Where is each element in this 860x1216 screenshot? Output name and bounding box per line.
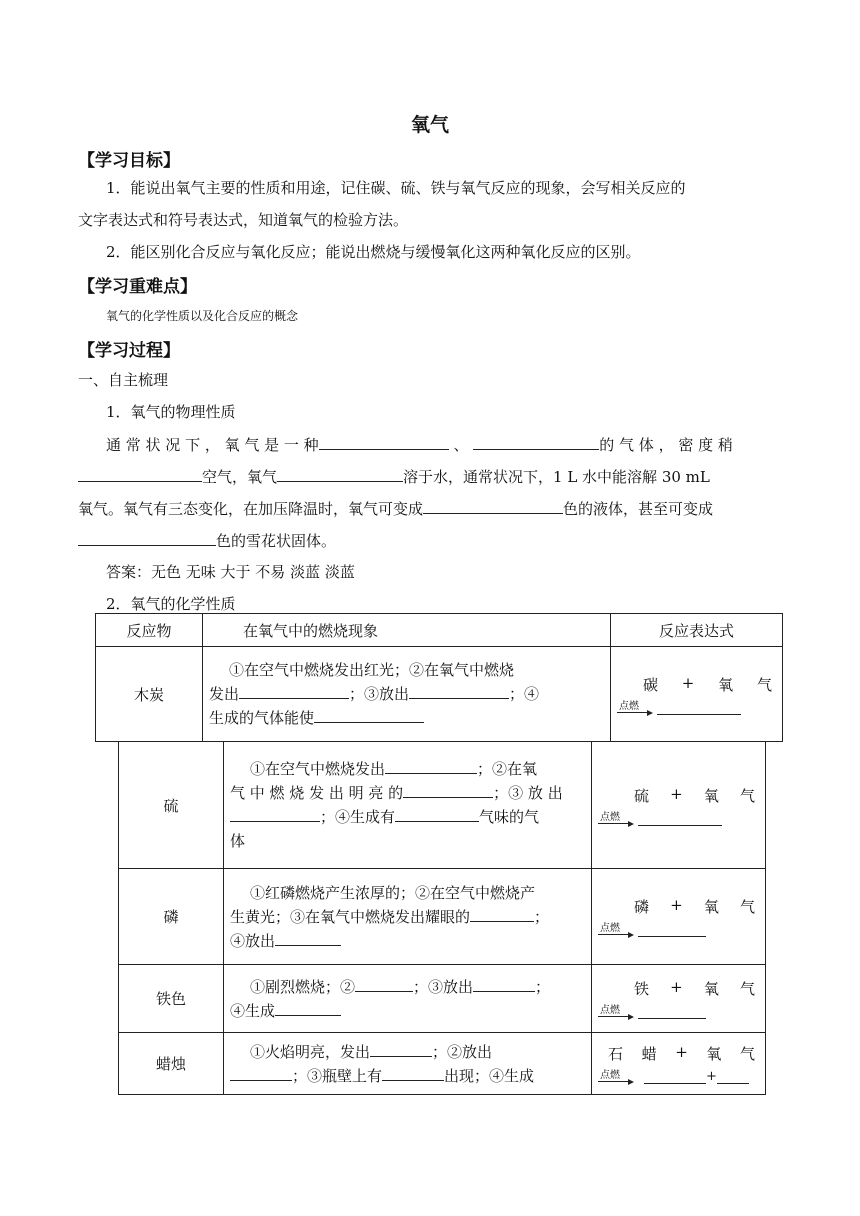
blank[interactable] bbox=[314, 707, 424, 723]
phen-text: ；③瓶壁上有 bbox=[292, 1066, 383, 1085]
table-row-iron bbox=[119, 965, 766, 1033]
phen-text: ； bbox=[535, 977, 551, 996]
phen-text: ①火焰明亮，发出 bbox=[250, 1042, 371, 1061]
reaction-table-top bbox=[95, 613, 783, 742]
expr-token: 氧 bbox=[703, 898, 719, 916]
expr-token: 气 bbox=[756, 675, 772, 694]
physical-line-1 bbox=[106, 434, 733, 455]
page-title: 氧气 bbox=[410, 114, 449, 136]
phenomenon-iron bbox=[224, 965, 592, 1033]
reactant-charcoal: 木炭 bbox=[96, 647, 203, 742]
physical-line-4 bbox=[78, 530, 336, 551]
expr-token: 气 bbox=[739, 980, 755, 998]
expression-sulfur bbox=[592, 742, 766, 869]
physical-line-3-text-a: 氧气。氧气有三态变化，在加压降温时，氧气可变成 bbox=[78, 500, 424, 518]
physical-line-2-text-a: 空气，氧气 bbox=[202, 468, 278, 486]
expr-token: 氧 bbox=[703, 786, 719, 805]
blank[interactable] bbox=[385, 758, 477, 774]
phen-charcoal-1: ①在空气中燃烧发出红光；②在氧气中燃烧 bbox=[229, 661, 515, 679]
key-points-text: 氧气的化学性质以及化合反应的概念 bbox=[106, 309, 299, 323]
key-points-heading: 【学习重难点】 bbox=[78, 277, 197, 297]
phen-text: ； bbox=[534, 907, 550, 926]
expr-token: + bbox=[670, 784, 683, 803]
phenomenon-phosphorus bbox=[224, 869, 592, 965]
phen-text: ④放出 bbox=[230, 931, 276, 950]
header-phenomenon: 在氧气中的燃烧现象 bbox=[203, 614, 611, 647]
blank[interactable] bbox=[403, 782, 493, 798]
blank-solid-color[interactable] bbox=[78, 530, 216, 546]
blank[interactable] bbox=[395, 806, 479, 822]
phen-text: ；②在氧 bbox=[477, 760, 538, 778]
expression-phosphorus bbox=[592, 869, 766, 965]
phen-text: ；③ 放 出 bbox=[493, 784, 563, 802]
phen-text: 气 中 燃 烧 发 出 明 亮 的 bbox=[230, 784, 404, 802]
expression-iron bbox=[592, 965, 766, 1033]
expr-reactants bbox=[598, 896, 759, 917]
expr-arrow-row bbox=[598, 1003, 759, 1019]
ignite-label: 点燃 bbox=[619, 700, 639, 712]
expr-token: 氧 bbox=[718, 675, 734, 694]
blank[interactable] bbox=[382, 1065, 444, 1081]
expr-token: + bbox=[675, 1043, 688, 1061]
product-blank[interactable] bbox=[717, 1069, 749, 1084]
phen-iron-2 bbox=[230, 999, 585, 1023]
phen-phosphorus-1: ①红磷燃烧产生浓厚的；②在空气中燃烧产 bbox=[250, 883, 536, 902]
objective-1-line-1: 1．能说出氧气主要的性质和用途，记住碳、硫、铁与氧气反应的现象，会写相关反应的 bbox=[106, 179, 686, 197]
physical-line-1-text-c: 的 气 体 ， 密 度 稍 bbox=[599, 436, 733, 454]
header-reactant: 反应物 bbox=[96, 614, 203, 647]
ignite-arrow-icon bbox=[598, 810, 634, 826]
expr-reactants bbox=[598, 785, 759, 806]
reaction-table-bottom bbox=[118, 741, 766, 1095]
physical-props-title: 1．氧气的物理性质 bbox=[106, 403, 236, 421]
blank-solubility[interactable] bbox=[277, 466, 403, 482]
blank-liquid-color[interactable] bbox=[423, 498, 563, 514]
table-header-row bbox=[96, 614, 783, 647]
physical-line-2 bbox=[78, 466, 710, 487]
expr-token: + bbox=[670, 896, 683, 914]
expr-arrow-row bbox=[598, 810, 759, 826]
blank-odor[interactable] bbox=[473, 434, 599, 450]
expr-token: 气 bbox=[739, 786, 755, 805]
process-heading: 【学习过程】 bbox=[78, 341, 180, 361]
phen-candle-2 bbox=[230, 1064, 585, 1088]
phen-iron-1 bbox=[230, 975, 585, 999]
phen-text: ；③放出 bbox=[413, 977, 474, 996]
blank[interactable] bbox=[409, 683, 509, 699]
phen-charcoal-3 bbox=[209, 706, 604, 730]
phen-sulfur-2 bbox=[230, 781, 585, 805]
expr-token: 碳 bbox=[643, 675, 659, 694]
blank[interactable] bbox=[239, 683, 349, 699]
phen-text: ；④生成有 bbox=[320, 808, 396, 826]
product-blank[interactable] bbox=[657, 700, 741, 715]
expr-reactants bbox=[617, 674, 776, 695]
expr-token: + bbox=[670, 978, 683, 996]
ignite-arrow-icon bbox=[598, 921, 634, 937]
ignite-arrow-icon bbox=[617, 699, 653, 715]
expression-charcoal bbox=[611, 647, 783, 742]
product-blank[interactable] bbox=[638, 922, 706, 937]
chemical-props-title: 2．氧气的化学性质 bbox=[106, 595, 236, 613]
phen-sulfur-1 bbox=[230, 757, 585, 781]
expr-arrow-row bbox=[598, 1068, 759, 1084]
blank[interactable] bbox=[230, 1065, 292, 1081]
table-row-charcoal bbox=[96, 647, 783, 742]
phenomenon-charcoal bbox=[203, 647, 611, 742]
expr-token: 气 bbox=[739, 898, 755, 916]
expr-token: 硫 bbox=[634, 786, 650, 805]
phen-text: 生黄光；③在氧气中燃烧发出耀眼的 bbox=[230, 907, 471, 926]
ignite-arrow-icon bbox=[598, 1068, 634, 1084]
table-row-phosphorus bbox=[119, 869, 766, 965]
blank[interactable] bbox=[275, 1000, 341, 1016]
expr-arrow-row bbox=[598, 921, 759, 937]
part-1-title: 一、自主梳理 bbox=[78, 371, 169, 389]
expr-token: 铁 bbox=[634, 980, 650, 998]
blank-density[interactable] bbox=[78, 466, 202, 482]
blank[interactable] bbox=[473, 976, 535, 992]
phen-text: ；④ bbox=[509, 685, 540, 703]
table-row-candle bbox=[119, 1033, 766, 1095]
expr-token: 气 bbox=[739, 1045, 755, 1063]
expr-reactants bbox=[598, 1043, 759, 1064]
header-expression: 反应表达式 bbox=[611, 614, 783, 647]
table-row-sulfur bbox=[119, 742, 766, 869]
phenomenon-sulfur bbox=[224, 742, 592, 869]
phenomenon-candle bbox=[224, 1033, 592, 1095]
blank-color[interactable] bbox=[319, 434, 449, 450]
physical-line-4-text: 色的雪花状固体。 bbox=[216, 532, 337, 550]
phen-text: 气味的气 bbox=[479, 808, 540, 826]
ignite-label: 点燃 bbox=[600, 923, 620, 934]
blank[interactable] bbox=[275, 930, 341, 946]
product-blank[interactable] bbox=[638, 1004, 706, 1019]
reactant-candle: 蜡烛 bbox=[119, 1033, 224, 1095]
reactant-iron: 铁色 bbox=[119, 965, 224, 1033]
blank[interactable] bbox=[230, 806, 320, 822]
objective-2: 2．能区别化合反应与氧化反应；能说出燃烧与缓慢氧化这两种氧化反应的区别。 bbox=[106, 243, 641, 261]
phen-text: 生成的气体能使 bbox=[209, 709, 315, 727]
product-blank[interactable] bbox=[638, 811, 722, 826]
answer-line: 答案：无色 无味 大于 不易 淡蓝 淡蓝 bbox=[106, 563, 355, 581]
phen-text: ①在空气中燃烧发出 bbox=[250, 760, 386, 778]
ignite-label: 点燃 bbox=[600, 811, 620, 823]
reactant-sulfur: 硫 bbox=[119, 742, 224, 869]
phen-candle-1 bbox=[230, 1040, 585, 1064]
blank[interactable] bbox=[470, 906, 534, 922]
expr-token: 石 bbox=[608, 1045, 624, 1063]
plus-sign: + bbox=[706, 1069, 717, 1084]
phen-text: ；③放出 bbox=[349, 685, 410, 703]
expression-candle bbox=[592, 1033, 766, 1095]
blank[interactable] bbox=[370, 1041, 432, 1057]
physical-line-2-text-b: 溶于水，通常状况下，1 L 水中能溶解 30 mL bbox=[403, 468, 710, 486]
phen-text: ①剧烈燃烧；② bbox=[250, 977, 356, 996]
physical-line-1-text-b: 、 bbox=[453, 436, 469, 454]
phen-sulfur-4: 体 bbox=[230, 832, 246, 850]
phen-text: 发出 bbox=[209, 685, 240, 703]
expr-token: 氧 bbox=[706, 1045, 722, 1063]
phen-text: ；②放出 bbox=[432, 1042, 493, 1061]
blank[interactable] bbox=[355, 976, 413, 992]
expr-reactants bbox=[598, 978, 759, 999]
phen-text: ④生成 bbox=[230, 1001, 276, 1020]
expr-arrow-row bbox=[617, 699, 776, 715]
physical-line-3-text-b: 色的液体，甚至可变成 bbox=[563, 500, 714, 518]
phen-text: 出现；④生成 bbox=[444, 1066, 535, 1085]
ignite-label: 点燃 bbox=[600, 1005, 620, 1016]
physical-line-3 bbox=[78, 498, 713, 519]
product-blank[interactable] bbox=[644, 1069, 706, 1084]
ignite-arrow-icon bbox=[598, 1003, 634, 1019]
expr-token: 蜡 bbox=[641, 1045, 657, 1063]
expr-token: + bbox=[681, 673, 695, 692]
objectives-heading: 【学习目标】 bbox=[78, 151, 180, 171]
objective-1-line-2: 文字表达式和符号表达式，知道氧气的检验方法。 bbox=[78, 211, 409, 229]
phen-charcoal-2 bbox=[209, 682, 604, 706]
ignite-label: 点燃 bbox=[600, 1070, 620, 1081]
phen-sulfur-3 bbox=[230, 805, 585, 829]
phen-phosphorus-3 bbox=[230, 929, 585, 953]
expr-token: 氧 bbox=[703, 980, 719, 998]
physical-line-1-text-a: 通 常 状 况 下 ， 氧 气 是 一 种 bbox=[106, 436, 319, 454]
expr-token: 磷 bbox=[634, 898, 650, 916]
reactant-phosphorus: 磷 bbox=[119, 869, 224, 965]
phen-phosphorus-2 bbox=[230, 905, 585, 929]
